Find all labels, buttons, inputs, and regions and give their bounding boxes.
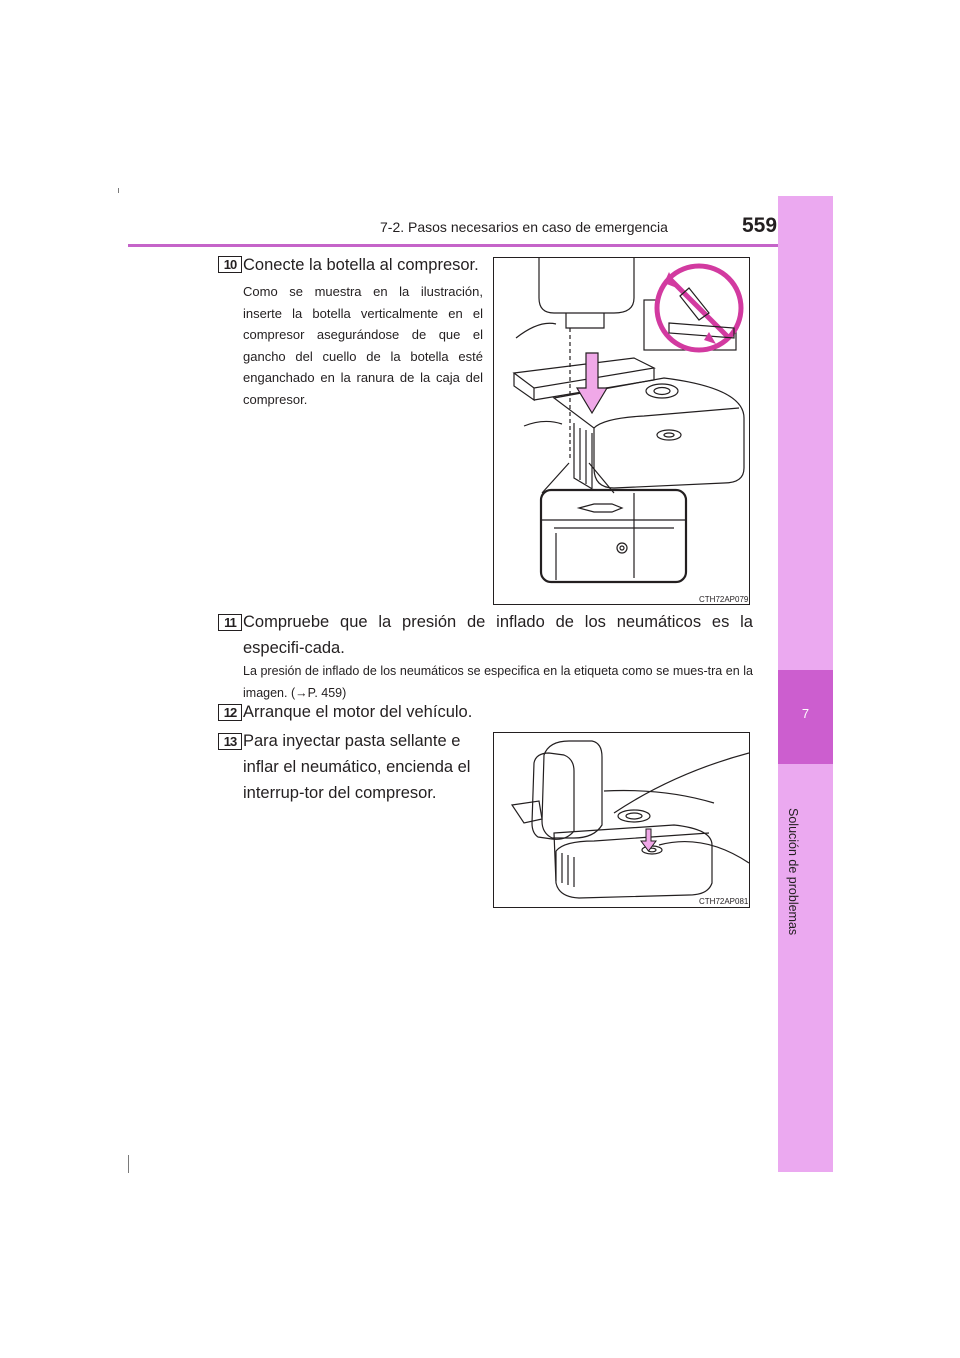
step-body: Como se muestra en la ilustración, inserte la botella verticalmente en el compresor asegurándose de que el gancho del cuello de la botella esté enganchado en la ranura de la caja del compresor.	[243, 284, 483, 407]
header-divider	[128, 244, 833, 247]
figure-code: CTH72AP079	[699, 595, 749, 604]
page-number: 559	[742, 214, 778, 237]
step-title: Para inyectar pasta sellante e inflar el neumático, encienda el interrup-tor del compresor.	[243, 732, 471, 802]
step-number-badge: 10	[218, 256, 242, 273]
chapter-number: 7	[801, 706, 810, 721]
step-title: Compruebe que la presión de inflado de los neumáticos es la especifi-cada.	[243, 613, 753, 657]
step-body: La presión de inflado de los neumáticos se especifica en la etiqueta como se mues-tra en la imagen. (→P. 459)	[243, 664, 753, 700]
figure-code: CTH72AP081	[699, 897, 749, 906]
step-title: Conecte la botella al compresor.	[243, 256, 479, 274]
section-title: 7-2. Pasos necesarios en caso de emergencia	[380, 219, 668, 235]
crop-mark	[128, 1155, 129, 1173]
figure-compressor-switch	[493, 732, 750, 908]
step-number-badge: 12	[218, 704, 242, 721]
step-number-badge: 11	[218, 614, 242, 631]
step-title: Arranque el motor del vehículo.	[243, 703, 473, 721]
compressor-bottle-illustration	[494, 258, 749, 604]
chapter-label	[786, 808, 806, 978]
crop-mark	[118, 188, 119, 193]
step-number-badge: 13	[218, 733, 242, 750]
chapter-label-text: Solución de problemas	[786, 808, 800, 936]
figure-compressor-bottle	[493, 257, 750, 605]
compressor-switch-illustration	[494, 733, 749, 907]
